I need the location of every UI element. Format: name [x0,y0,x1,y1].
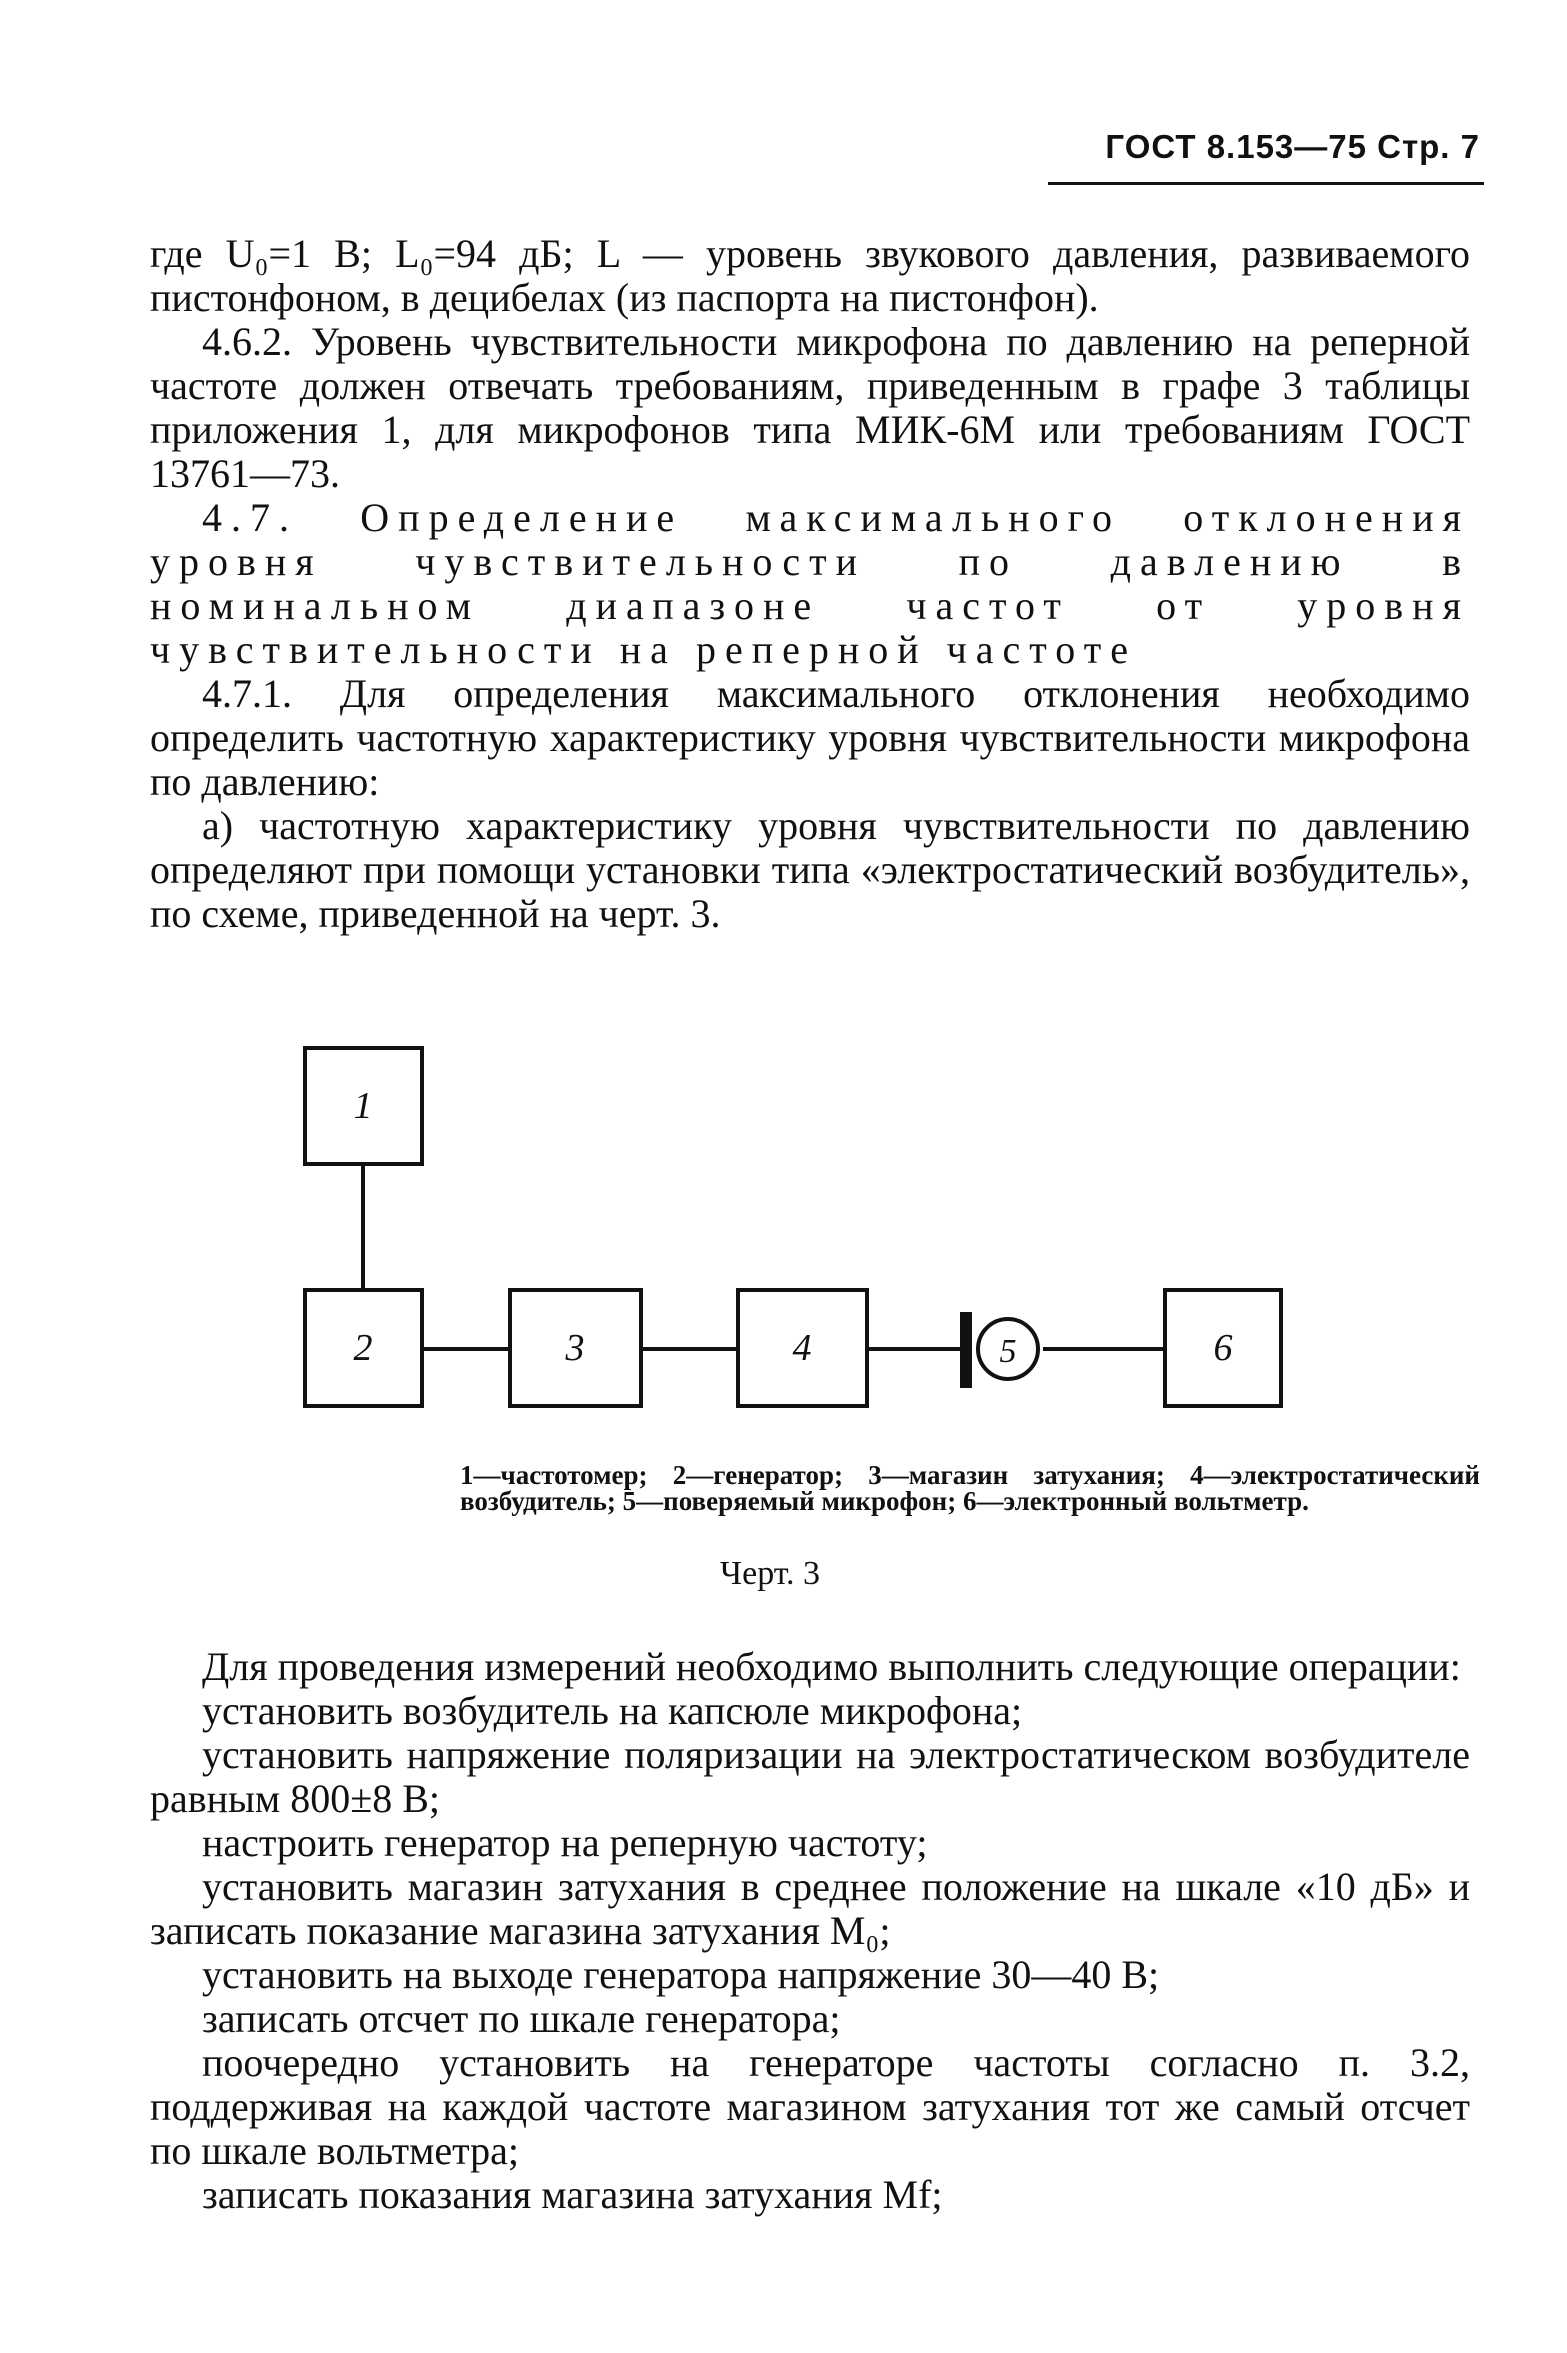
step-record-generator-scale: записать отсчет по шкале генератора; [202,1996,841,2041]
page-header: ГОСТ 8.153—75 Стр. 7 [1105,128,1480,165]
lower-text [150,1645,1470,2217]
paragraph-4-6-2: 4.6.2. Уровень чувствительности микрофона по давлению на реперной частоте должен отвечать требованиям, приведенным в графе 3 таблицы приложения 1, для микрофонов типа МИК-6М или требованиям ГОСТ 13761—73. [150,319,1470,496]
step-polarization-voltage: установить напряжение поляризации на электростатическом возбудителе равным 800±8 В; [150,1732,1470,1821]
step-mount-exciter: установить возбудитель на капсюле микрофона; [202,1688,1023,1733]
step-generator-voltage: установить на выходе генератора напряжение 30—40 В; [202,1952,1160,1997]
block-2-label: 2 [353,1327,373,1369]
paragraph-a: а) частотную характеристику уровня чувствительности по давлению определяют при помощи установки типа «электростатический возбудитель», по схеме, приведенной на черт. 3. [150,803,1470,936]
block-4-label: 4 [792,1327,812,1369]
block-1-label: 1 [353,1085,373,1127]
block-5-label: 5 [999,1333,1017,1370]
figure-caption: 1—частотомер; 2—генератор; 3—магазин затухания; 4—электростатический возбудитель; 5—поверяемый микрофон; 6—электронный вольтметр. [460,1460,1480,1516]
section-heading-4-7: 4.7. Определение максимального отклонения уровня чувствительности по давлению в номинальном диапазоне частот от уровня чувствительности на реперной частоте [150,495,1470,672]
block-6-label: 6 [1213,1327,1233,1369]
paragraph-formula-note: где U₀=1 В; L₀=94 дБ; L — уровень звукового давления, развиваемого пистонфоном, в децибелах (из паспорта на пистонфон). [150,231,1470,320]
figure-label: Черт. 3 [720,1555,821,1592]
paragraph-4-7-1: 4.7.1. Для определения максимального отклонения необходимо определить частотную характеристику уровня чувствительности микрофона по давлению: [150,671,1470,804]
block-3-label: 3 [565,1327,585,1369]
paragraph-operations-intro: Для проведения измерений необходимо выполнить следующие операции: [202,1644,1461,1689]
step-tune-generator: настроить генератор на реперную частоту; [202,1820,928,1865]
step-set-attenuator: установить магазин затухания в среднее положение на шкале «10 дБ» и записать показание магазина затухания M₀; [150,1864,1470,1953]
step-set-frequencies: поочередно установить на генераторе частоты согласно п. 3.2, поддерживая на каждой частоте магазином затухания тот же самый отсчет по шкале вольтметра; [150,2040,1470,2173]
step-record-attenuator: записать показания магазина затухания Mf; [202,2172,943,2217]
